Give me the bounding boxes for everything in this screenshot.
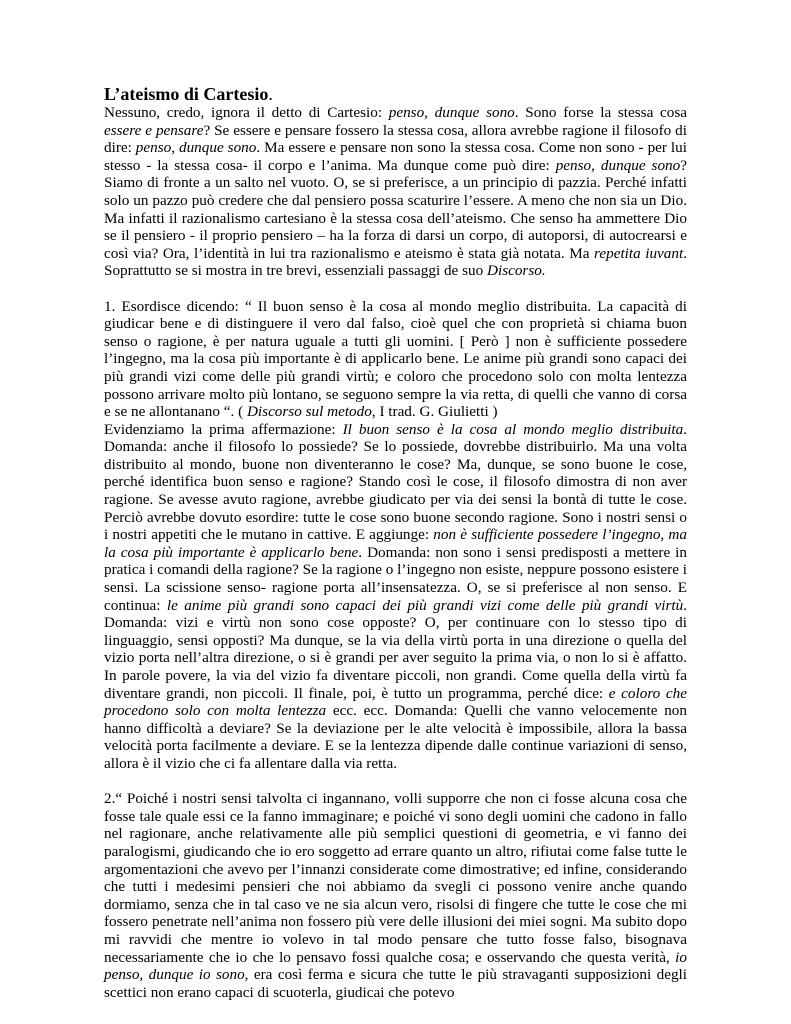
text-run: . Domanda: anche il filosofo lo possiede? Se lo possiede, dovrebbe distribuirlo. Ma una volta distribuito al mondo, buone non diventeranno le cose? Ma, dunque, se sono buone le cose, perché identifica buon senso e ragione? Stando così le cose, il filosofo dimostra di non aver ragione. Se avesse avuto ragione, avrebbe giudicato per via dei sensi la bontà di tutte le cose. Perciò avrebbe dovuto esordire: tutte le cose sono buone secondo ragione. Sono i nostri sensi o i nostri appetiti che le mutano in cattive. E aggiunge:	[104, 420, 687, 544]
italic-run: le anime più grandi sono capaci dei più grandi vizi come delle più grandi virtù	[166, 596, 684, 614]
document-title	[104, 84, 687, 104]
italic-run: Discorso sul metodo	[246, 403, 372, 421]
italic-run: Discorso.	[487, 262, 546, 280]
text-run: . Domanda: non sono i sensi predisposti a mettere in pratica i comandi della ragione? Se la ragione o l’ingegno non esiste, neppure possono esistere i sensi. La scissione senso- ragione porta all’insensatezza. O, se si preferisce al non senso. E continua:	[104, 543, 687, 614]
paragraph-quote-2	[104, 790, 687, 1001]
text-run: , I trad. G. Giulietti )	[371, 403, 498, 421]
paragraph-commentary-1	[104, 421, 687, 773]
italic-run: e coloro che procedono solo con molta lentezza	[104, 684, 687, 720]
text-run: 2.“ Poiché i nostri sensi talvolta ci ingannano, volli supporre che non ci fosse alcuna cosa che fosse tale quale essi ce la fanno immaginare; e poiché vi sono degli uomini che cadono in fallo nel ragionare, anche relativamente alle più semplici questioni di geometria, e vi fanno dei paralogismi, giudicando che io ero soggetto ad errare quanto un altro, rifiutai come false tutte le argomentazioni che avevo per l’innanzi considerate come dimostrative; ed infine, considerando che tutti i medesimi pensieri che noi abbiamo da svegli ci possono venire anche quando dormiamo, senza che in tal caso ve ne sia alcun vero, risolsi di fingere che tutte le cose che mi fossero penetrate nell’anima non fossero più vere delle illusioni dei miei sogni. Ma subito dopo mi ravvidi che mentre io volevo in tal modo pensare che tutto fosse falso, bisognava necessariamente che io che lo pensavo fossi qualche cosa; e osservando che questa verità,	[104, 790, 687, 966]
italic-run: repetita iuvant	[594, 244, 684, 262]
text-run: Evidenziamo la prima affermazione:	[104, 420, 343, 438]
italic-run: io penso, dunque io sono	[104, 948, 687, 984]
text-run: ? Se essere e pensare fossero la stessa cosa, allora avrebbe ragione il filosofo di dire:	[104, 121, 687, 157]
text-run: , era così ferma e sicura che tutte le più stravaganti supposizioni degli scettici non erano capaci di scuoterla, giudicai che potevo	[104, 966, 687, 1001]
paragraph-spacer	[104, 280, 687, 298]
text-run: . Domanda: vizi e virtù non sono cose opposte? O, per continuare con lo stesso tipo di linguaggio, sensi opposti? Ma dunque, se la via della virtù porta in una direzione o quella del vizio porta nell’altra direzione, o si è grandi per aver seguito la prima via, o non lo si è affatto. In parole povere, la via del vizio fa diventare piccoli, non grandi. Come quella della virtù fa diventare grandi, non piccoli. Il finale, poi, è tutto un programma, perché dice:	[104, 596, 688, 702]
text-run: . Sono forse la stessa cosa	[514, 104, 688, 121]
italic-run: essere e pensare	[104, 121, 204, 139]
italic-run: Il buon senso è la cosa al mondo meglio distribuita	[342, 420, 684, 438]
text-run: . Soprattutto se si mostra in tre brevi, essenziali passaggi de suo	[104, 244, 688, 280]
text-run: 1. Esordisce dicendo: “ Il buon senso è la cosa al mondo meglio distribuita. La capacità di giudicar bene e di distinguere il vero dal falso, cioè quel che con proprietà si chiama buon senso o ragione, è per natura uguale a tutti gli uomini. [ Però ] non è sufficiente possedere l’ingegno, ma la cosa più importante è di applicarlo bene. Le anime più grandi sono capaci dei più grandi vizi come delle più grandi virtù; e coloro che procedono solo con molta lentezza possono arrivare molto più lontano, se seguono sempre la via retta, di quelli che vanno di corsa e se ne allontanano “. (	[104, 297, 687, 421]
text-run: ecc. ecc. Domanda: Quelli che vanno velocemente non hanno difficoltà a deviare? Se la deviazione per le alte velocità è impossibile, allora la bassa velocità porta facilmente a deviare. E se la lentezza dipende dalle continue variazioni di senso, allora è il vizio che ci fa allentare dalla via retta.	[104, 702, 687, 772]
paragraph-intro	[104, 104, 687, 280]
paragraph-spacer	[104, 773, 687, 791]
italic-run: penso, dunque sono	[388, 104, 515, 121]
text-run: Nessuno, credo, ignora il detto di Cartesio:	[104, 104, 389, 121]
title-text: L’ateismo di Cartesio	[104, 84, 269, 104]
paragraph-quote-1	[104, 298, 687, 421]
italic-run: penso, dunque sono	[135, 139, 257, 157]
text-run: ? Siamo di fronte a un salto nel vuoto. O, se si preferisce, a un principio di pazzia. Perché infatti solo un pazzo può credere che dal pensiero possa scaturire l’essere. A meno che non sia un Dio. Ma infatti il razionalismo cartesiano è la stessa cosa dell’ateismo. Che senso ha ammettere Dio se il pensiero - il proprio pensiero – ha la forza di darsi un corpo, di autoporsi, di autocrearsi e così via? Ora, l’identità in lui tra razionalismo e ateismo è stata già notata. Ma	[104, 156, 687, 262]
title-period: .	[268, 84, 273, 104]
italic-run: non è sufficiente possedere l’ingegno, ma la cosa più importante è applicarlo bene	[104, 526, 687, 561]
italic-run: penso, dunque sono	[555, 156, 681, 174]
text-run: . Ma essere e pensare non sono la stessa cosa. Come non sono - per lui stesso - la stessa cosa- il corpo e l’anima. Ma dunque come può dire:	[104, 139, 687, 174]
